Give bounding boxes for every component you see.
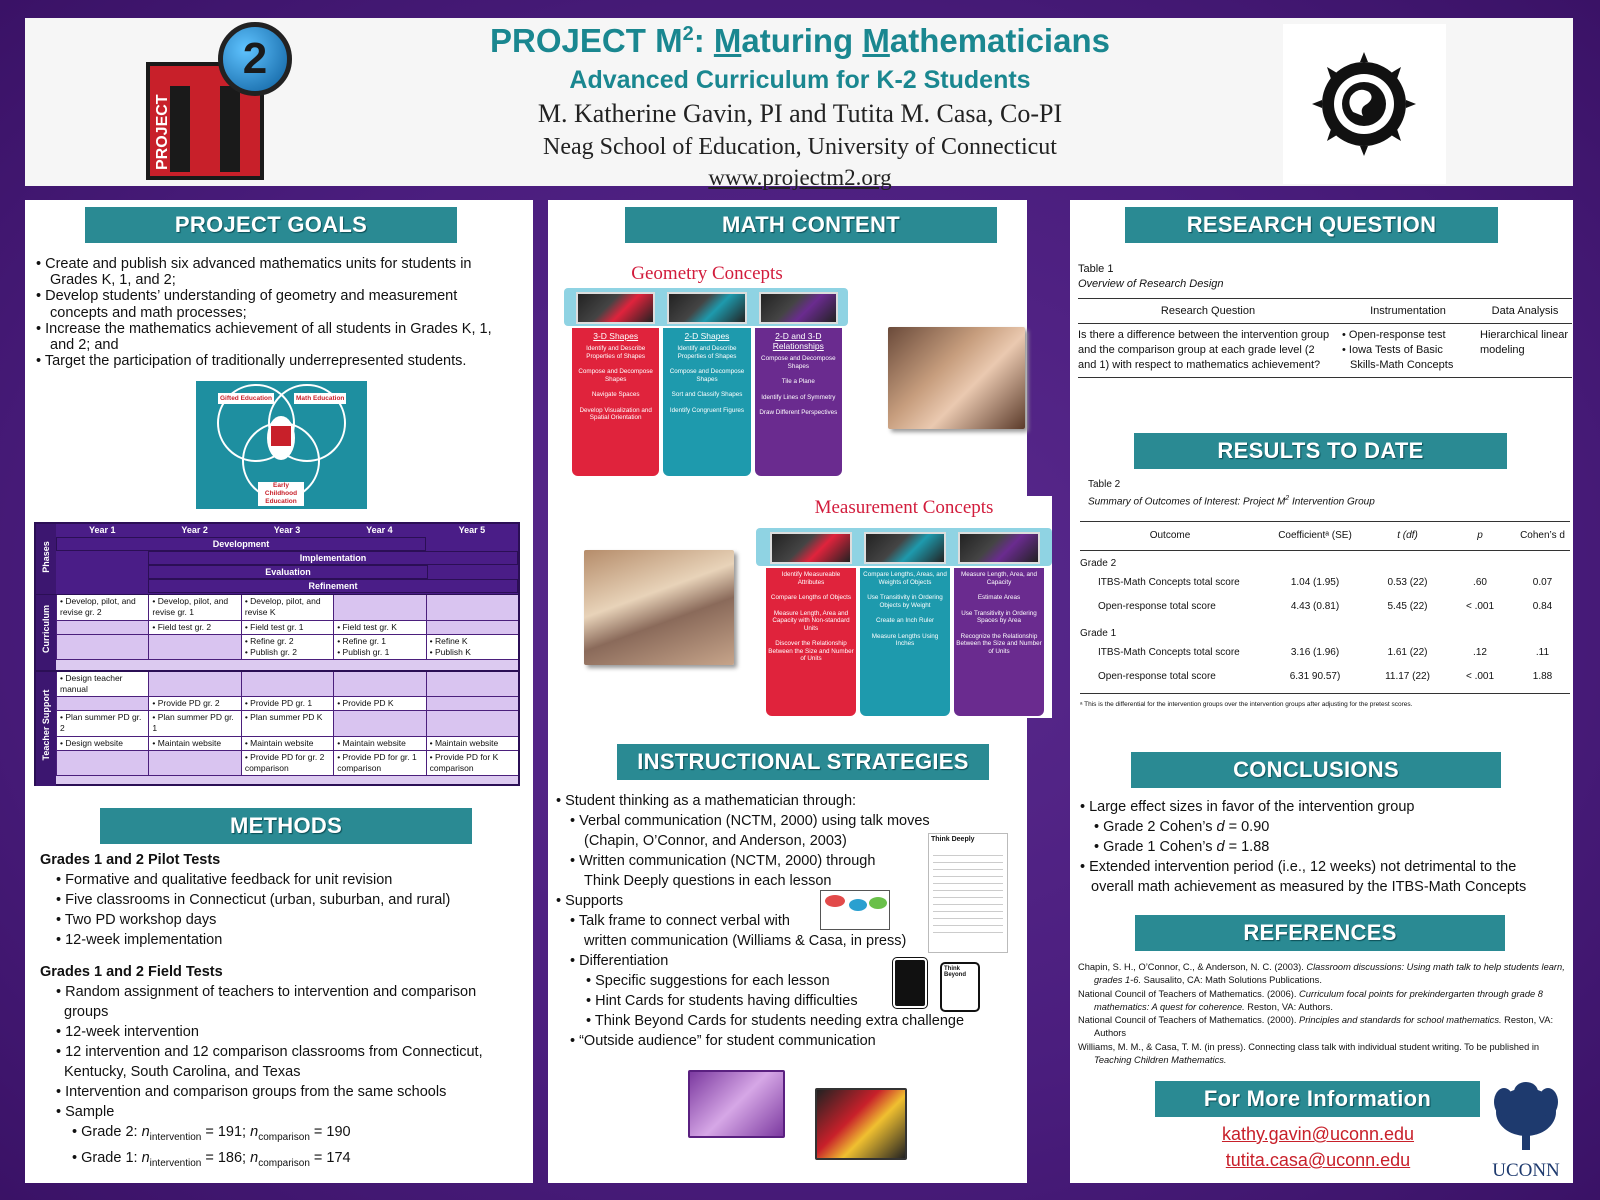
results-cell: < .001 bbox=[1465, 671, 1495, 683]
timeline-cell bbox=[241, 672, 333, 696]
phase-development: Development bbox=[56, 537, 426, 551]
year-header: Year 3 bbox=[273, 525, 301, 535]
timeline-cell: • Develop, pilot, and revise gr. 1 bbox=[148, 595, 240, 620]
concept-item: Identify Measureable Attributes bbox=[781, 571, 841, 586]
concept-column bbox=[766, 532, 856, 716]
timeline-cell bbox=[426, 595, 518, 620]
concept-box bbox=[572, 328, 659, 476]
concept-item: Compose and Decompose Shapes bbox=[761, 355, 836, 370]
results-cell: 3.16 (1.96) bbox=[1290, 647, 1340, 659]
math-content-heading: MATH CONTENT bbox=[625, 207, 997, 243]
instructional-strategies-heading: INSTRUCTIONAL STRATEGIES bbox=[617, 744, 989, 780]
research-table: Table 1 Overview of Research Design Research Question Instrumentation Data Analysis Is there a difference between the intervention group and the comparison group at each grade level (2 and 1) with respect to mathematics achievement? • Open-response test • Iowa Tests of Basic Skills-Math Concepts Hierarchical linear modeling bbox=[1078, 262, 1572, 378]
timeline-cell: • Plan summer PD K bbox=[241, 711, 333, 736]
concept-item: Use Transitivity in Ordering Objects by Weight bbox=[867, 594, 943, 609]
timeline-row bbox=[56, 697, 518, 711]
pilot-heading: Grades 1 and 2 Pilot Tests bbox=[40, 852, 221, 868]
concept-item: Use Transitivity in Ordering Spaces by Area bbox=[961, 609, 1037, 624]
results-cell: 0.53 (22) bbox=[1387, 577, 1428, 589]
reference-item: Williams, M. M., & Casa, T. M. (in press). Connecting class talk with individual student writing. To be published in Teaching Children Mathematics. bbox=[1078, 1041, 1540, 1066]
timeline-cell: • Design website bbox=[56, 737, 148, 750]
phase-evaluation: Evaluation bbox=[148, 565, 428, 579]
references-heading: REFERENCES bbox=[1135, 915, 1505, 951]
timeline-cell: • Refine gr. 1 • Publish gr. 1 bbox=[333, 635, 425, 659]
concept-item: Develop Visualization and Spatial Orientation bbox=[579, 406, 652, 421]
concept-item: Sort and Classify Shapes bbox=[671, 391, 743, 398]
email-link-gavin[interactable]: kathy.gavin@uconn.edu bbox=[1221, 1124, 1415, 1144]
methods-body bbox=[40, 850, 520, 1174]
concept-box bbox=[663, 328, 750, 476]
concept-column bbox=[755, 292, 842, 476]
nsf-logo bbox=[1283, 24, 1446, 184]
timeline-cell bbox=[333, 711, 425, 736]
results-row bbox=[1080, 665, 1570, 689]
results-row bbox=[1080, 641, 1570, 665]
affiliation: Neag School of Education, University of Connecticut bbox=[543, 134, 1057, 160]
curriculum-grid bbox=[56, 595, 518, 670]
results-cell: < .001 bbox=[1465, 601, 1495, 613]
concept-item: Create an Inch Ruler bbox=[875, 617, 935, 624]
website-link[interactable]: www.projectm2.org bbox=[708, 165, 892, 190]
talk-frame-image bbox=[820, 890, 890, 930]
results-cell: Open-response total score bbox=[1098, 671, 1216, 683]
strategy-line: • Specific suggestions for each lesson bbox=[586, 973, 830, 989]
concept-item: Compare Lengths of Objects bbox=[770, 594, 852, 601]
concept-item: Identify Congruent Figures bbox=[669, 406, 745, 414]
concept-box bbox=[766, 568, 856, 716]
concept-title: 2-D and 3-D Relationships bbox=[772, 331, 824, 351]
poster-title: PROJECT $M^2$: Maturing Mathematicians bbox=[490, 22, 1110, 59]
strategy-line: • Hint Cards for students having difficulties bbox=[586, 993, 858, 1009]
field-item: • 12-week intervention bbox=[56, 1024, 199, 1040]
timeline-cell bbox=[333, 672, 425, 696]
timeline-cell: • Maintain website bbox=[241, 737, 333, 750]
strategy-line: written communication (Williams & Casa, in press) bbox=[584, 933, 907, 949]
concept-item: Tile a Plane bbox=[781, 378, 815, 385]
venn-diagram bbox=[196, 381, 367, 509]
concept-screen-image bbox=[759, 292, 838, 324]
results-cell: 6.31 90.57) bbox=[1289, 671, 1341, 683]
timeline-cell: • Maintain website bbox=[426, 737, 518, 750]
timeline-cell: • Maintain website bbox=[148, 737, 240, 750]
results-cell: .11 bbox=[1535, 647, 1550, 659]
hint-card-image bbox=[893, 958, 927, 1008]
year-header: Year 5 bbox=[458, 525, 486, 535]
sample-grade1: • Grade 1: $n_{intervention} = 186$; $n_{comparison} = 174$ bbox=[72, 1149, 351, 1169]
email-link-casa[interactable]: tutita.casa@uconn.edu bbox=[1225, 1150, 1411, 1170]
concept-item: Compare Lengths, Areas, and Weights of Objects bbox=[863, 571, 947, 586]
goal-item: • Create and publish six advanced mathematics units for students in Grades K, 1, and 2; bbox=[36, 256, 472, 289]
concept-item: Draw Different Perspectives bbox=[759, 409, 838, 416]
year-header: Year 1 bbox=[88, 525, 116, 535]
timeline-cell: • Provide PD for K comparison bbox=[426, 751, 518, 775]
classroom-photo-girls bbox=[888, 327, 1025, 429]
concept-box bbox=[755, 328, 842, 476]
conclusion-item: • Grade 1 Cohen’s d = 1.88 bbox=[1094, 839, 1270, 855]
results-heading: RESULTS TO DATE bbox=[1134, 433, 1507, 469]
think-deeply-card-image: Think Deeply bbox=[928, 833, 1008, 953]
pilot-item: • Two PD workshop days bbox=[56, 912, 217, 928]
strategy-line: Think Deeply questions in each lesson bbox=[584, 873, 832, 889]
strategy-line: • “Outside audience” for student communication bbox=[570, 1033, 876, 1049]
timeline-cell: • Develop, pilot, and revise gr. 2 bbox=[56, 595, 148, 620]
conclusion-item: • Grade 2 Cohen’s d = 0.90 bbox=[1094, 819, 1270, 835]
project-m2-logo: PROJECT 2 bbox=[146, 22, 296, 180]
timeline-cell bbox=[56, 697, 148, 710]
concept-item: Compose and Decompose Shapes bbox=[669, 368, 745, 383]
concept-title: 3-D Shapes bbox=[593, 331, 639, 341]
phases-label: Phases bbox=[41, 541, 51, 573]
venn-label-early: Early Childhood Education bbox=[258, 482, 304, 506]
strategy-line: • Supports bbox=[556, 893, 624, 909]
timeline-cell bbox=[333, 595, 425, 620]
timeline-cell bbox=[56, 635, 148, 659]
timeline-cell: • Plan summer PD gr. 1 bbox=[148, 711, 240, 736]
venn-label-math: Math Education bbox=[296, 395, 345, 402]
timeline-cell bbox=[426, 711, 518, 736]
goal-item: • Increase the mathematics achievement of all students in Grades K, 1, and 2; and bbox=[36, 320, 492, 354]
strategy-line: • Verbal communication (NCTM, 2000) using talk moves bbox=[570, 813, 930, 829]
sample-grade2: • Grade 2: $n_{intervention} = 191$; $n_{comparison} = 190$ bbox=[72, 1124, 351, 1143]
concept-item: Identify and Describe Properties of Shapes bbox=[677, 345, 737, 360]
results-cell: 1.88 bbox=[1532, 671, 1553, 683]
timeline-cell bbox=[56, 621, 148, 634]
more-info-heading: For More Information bbox=[1155, 1081, 1480, 1117]
timeline-cell: • Provide PD gr. 2 bbox=[148, 697, 240, 710]
concept-box bbox=[860, 568, 950, 716]
timeline-table bbox=[34, 522, 520, 786]
concept-item: Estimate Areas bbox=[977, 594, 1021, 601]
timeline-cell: • Plan summer PD gr. 2 bbox=[56, 711, 148, 736]
timeline-cell bbox=[426, 621, 518, 634]
timeline-row bbox=[56, 672, 518, 697]
conclusion-item: • Extended intervention period (i.e., 12 weeks) not detrimental to the bbox=[1080, 859, 1517, 875]
concept-screen-image bbox=[770, 532, 852, 564]
results-table: Table 2 Summary of Outcomes of Interest: Project $M^2$ Intervention Group Outcome Coefficientᵃ (SE) t (df) p Cohen’s d Grade 2 ITBS-Math Concepts total score 1.04 (1.95) 0.53 (22) .60 0.07 Open-response total score 4.43 (0.81) 5.45 (22) < .001 0.84 Grade 1 ITBS-Math Concepts total score 3.16 (1.96) 1.61 (22) .12 .11 Open-response total score 6.31 90.57) 11.17 (22) < .001 1.88 ᵃ This is the differential for the intervention groups over the intervention groups after adjusting for the pretest scores. bbox=[1080, 478, 1570, 709]
results-cell: 0.07 bbox=[1532, 577, 1553, 589]
timeline-cell bbox=[148, 672, 240, 696]
concept-item: Discover the Relationship Between the Size and Number of Units bbox=[768, 640, 854, 662]
concept-screen-image bbox=[667, 292, 746, 324]
timeline-row bbox=[56, 595, 518, 621]
timeline-cell: • Design teacher manual bbox=[56, 672, 148, 696]
timeline-cell: • Develop, pilot, and revise K bbox=[241, 595, 333, 620]
concept-box bbox=[954, 568, 1044, 716]
goal-item: • Develop students’ understanding of geometry and measurement concepts and math processes; bbox=[36, 288, 458, 321]
cartoon-bird-image bbox=[815, 1088, 907, 1160]
results-cell: ITBS-Math Concepts total score bbox=[1098, 577, 1240, 589]
timeline-cell bbox=[56, 751, 148, 775]
results-cell: 5.45 (22) bbox=[1387, 601, 1428, 613]
concept-column bbox=[860, 532, 950, 716]
concept-item: Compose and Decompose Shapes bbox=[578, 368, 653, 383]
reference-item: Chapin, S. H., O’Connor, C., & Anderson, N. C. (2003). Classroom discussions: Using math talk to help students learn, grades 1-6. Sausalito, CA: Math Solutions Publications. bbox=[1078, 962, 1565, 986]
goals-list bbox=[36, 256, 516, 369]
timeline-cell bbox=[426, 697, 518, 710]
results-cell: 1.61 (22) bbox=[1387, 647, 1428, 659]
year-header: Year 2 bbox=[181, 525, 208, 535]
goal-item: • Target the participation of traditionally underrepresented students. bbox=[36, 353, 467, 370]
results-row bbox=[1080, 595, 1570, 619]
results-cell: 4.43 (0.81) bbox=[1290, 601, 1340, 613]
concept-screen-image bbox=[958, 532, 1040, 564]
concept-column bbox=[663, 292, 750, 476]
concept-item: Identify Lines of Symmetry bbox=[761, 393, 836, 401]
reference-item: National Council of Teachers of Mathematics. (2000). Principles and standards for school mathematics. Reston, VA: Authors bbox=[1078, 1015, 1554, 1039]
timeline-cell bbox=[148, 751, 240, 775]
uconn-logo: UCONN bbox=[1482, 1082, 1570, 1180]
support-grid bbox=[56, 672, 518, 786]
timeline-cell: • Provide PD gr. 1 bbox=[241, 697, 333, 710]
concept-screen-image bbox=[576, 292, 655, 324]
concept-screen-image bbox=[864, 532, 946, 564]
results-row bbox=[1080, 571, 1570, 595]
phase-implementation: Implementation bbox=[148, 551, 518, 565]
goals-heading: PROJECT GOALS bbox=[85, 207, 457, 243]
pilot-item: • 12-week implementation bbox=[56, 932, 223, 948]
timeline-cell: • Provide PD for gr. 2 comparison bbox=[241, 751, 333, 775]
timeline-cell: • Refine gr. 2 • Publish gr. 2 bbox=[241, 635, 333, 659]
timeline-cell bbox=[148, 635, 240, 659]
field-heading: Grades 1 and 2 Field Tests bbox=[40, 964, 223, 980]
geometry-concepts-graphic bbox=[560, 262, 854, 478]
results-cell: 11.17 (22) bbox=[1385, 671, 1430, 683]
pilot-item: • Five classrooms in Connecticut (urban, suburban, and rural) bbox=[56, 892, 451, 908]
reference-item: National Council of Teachers of Mathematics. (2006). Curriculum focal points for prekindergarten through grade 8 mathematics: A quest for coherence. Reston, VA: Authors. bbox=[1078, 988, 1543, 1012]
results-cell: Open-response total score bbox=[1098, 601, 1216, 613]
timeline-cell: • Field test gr. 1 bbox=[241, 621, 333, 634]
timeline-row bbox=[56, 737, 518, 751]
concept-item: Navigate Spaces bbox=[591, 391, 640, 398]
conclusions-heading: CONCLUSIONS bbox=[1131, 752, 1501, 788]
field-item: • Intervention and comparison groups from the same schools bbox=[56, 1084, 447, 1100]
concept-item: Identify and Describe Properties of Shapes bbox=[586, 345, 646, 360]
strategy-line: • Differentiation bbox=[570, 953, 669, 969]
curriculum-label: Curriculum bbox=[41, 605, 51, 654]
results-cell: 0.84 bbox=[1532, 601, 1553, 613]
methods-heading: METHODS bbox=[100, 808, 472, 844]
timeline-cell: • Provide PD for gr. 1 comparison bbox=[333, 751, 425, 775]
results-cell: 1.04 (1.95) bbox=[1290, 577, 1340, 589]
results-cell: ITBS-Math Concepts total score bbox=[1098, 647, 1240, 659]
think-beyond-card-image: Think Beyond bbox=[940, 962, 980, 1012]
authors: M. Katherine Gavin, PI and Tutita M. Casa, Co-PI bbox=[537, 99, 1063, 128]
field-item: • Sample bbox=[56, 1104, 115, 1120]
results-cell: .12 bbox=[1473, 647, 1487, 659]
strategy-line: • Written communication (NCTM, 2000) through bbox=[570, 853, 876, 869]
results-cell: .60 bbox=[1473, 577, 1487, 589]
classroom-photo-floor bbox=[584, 550, 734, 665]
conclusion-item: • Large effect sizes in favor of the intervention group bbox=[1080, 799, 1415, 815]
field-item: • 12 intervention and 12 comparison classrooms from Connecticut, Kentucky, South Carolina, and Texas bbox=[56, 1044, 483, 1080]
concept-title: 2-D Shapes bbox=[684, 331, 730, 341]
strategy-line: (Chapin, O’Connor, and Anderson, 2003) bbox=[584, 833, 847, 849]
timeline-cell: • Field test gr. K bbox=[333, 621, 425, 634]
strategy-line: • Student thinking as a mathematician through: bbox=[556, 793, 857, 809]
timeline-cell: • Maintain website bbox=[333, 737, 425, 750]
concept-column bbox=[954, 532, 1044, 716]
research-question-heading: RESEARCH QUESTION bbox=[1125, 207, 1498, 243]
support-label: Teacher Support bbox=[41, 689, 51, 761]
concept-item: Measure Lengths Using Inches bbox=[871, 632, 939, 647]
timeline-cell: • Field test gr. 2 bbox=[148, 621, 240, 634]
poster-subtitle: Advanced Curriculum for K-2 Students bbox=[569, 66, 1031, 94]
strategy-line: • Talk frame to connect verbal with bbox=[570, 913, 790, 929]
timeline-row bbox=[56, 635, 518, 660]
concept-column bbox=[572, 292, 659, 476]
phase-refinement: Refinement bbox=[148, 579, 518, 593]
timeline-row bbox=[56, 751, 518, 776]
measurement-concepts-graphic bbox=[756, 496, 1052, 718]
timeline-cell: • Provide PD K bbox=[333, 697, 425, 710]
strategy-line: • Think Beyond Cards for students needing extra challenge bbox=[586, 1013, 965, 1029]
venn-label-gifted: Gifted Education bbox=[220, 395, 272, 402]
pilot-item: • Formative and qualitative feedback for unit revision bbox=[56, 872, 393, 888]
conclusion-item: overall math achievement as measured by the ITBS-Math Concepts bbox=[1091, 879, 1527, 895]
concept-item: Recognize the Relationship Between the Size and Number of Units bbox=[956, 632, 1042, 655]
measurement-title: Measurement Concepts bbox=[814, 497, 994, 518]
cartoon-characters-image bbox=[688, 1070, 785, 1138]
timeline-row bbox=[56, 711, 518, 737]
concept-item: Measure Length, Area and Capacity with Non-standard Units bbox=[772, 609, 850, 632]
timeline-cell bbox=[426, 672, 518, 696]
conclusions-list bbox=[1080, 797, 1570, 897]
references-list bbox=[1078, 961, 1572, 1067]
geometry-title: Geometry Concepts bbox=[631, 263, 783, 284]
field-item: • Random assignment of teachers to intervention and comparison groups bbox=[56, 984, 477, 1020]
timeline-row bbox=[56, 621, 518, 635]
year-header: Year 4 bbox=[366, 525, 393, 535]
concept-item: Measure Length, Area, and Capacity bbox=[961, 571, 1037, 586]
timeline-cell: • Refine K • Publish K bbox=[426, 635, 518, 659]
